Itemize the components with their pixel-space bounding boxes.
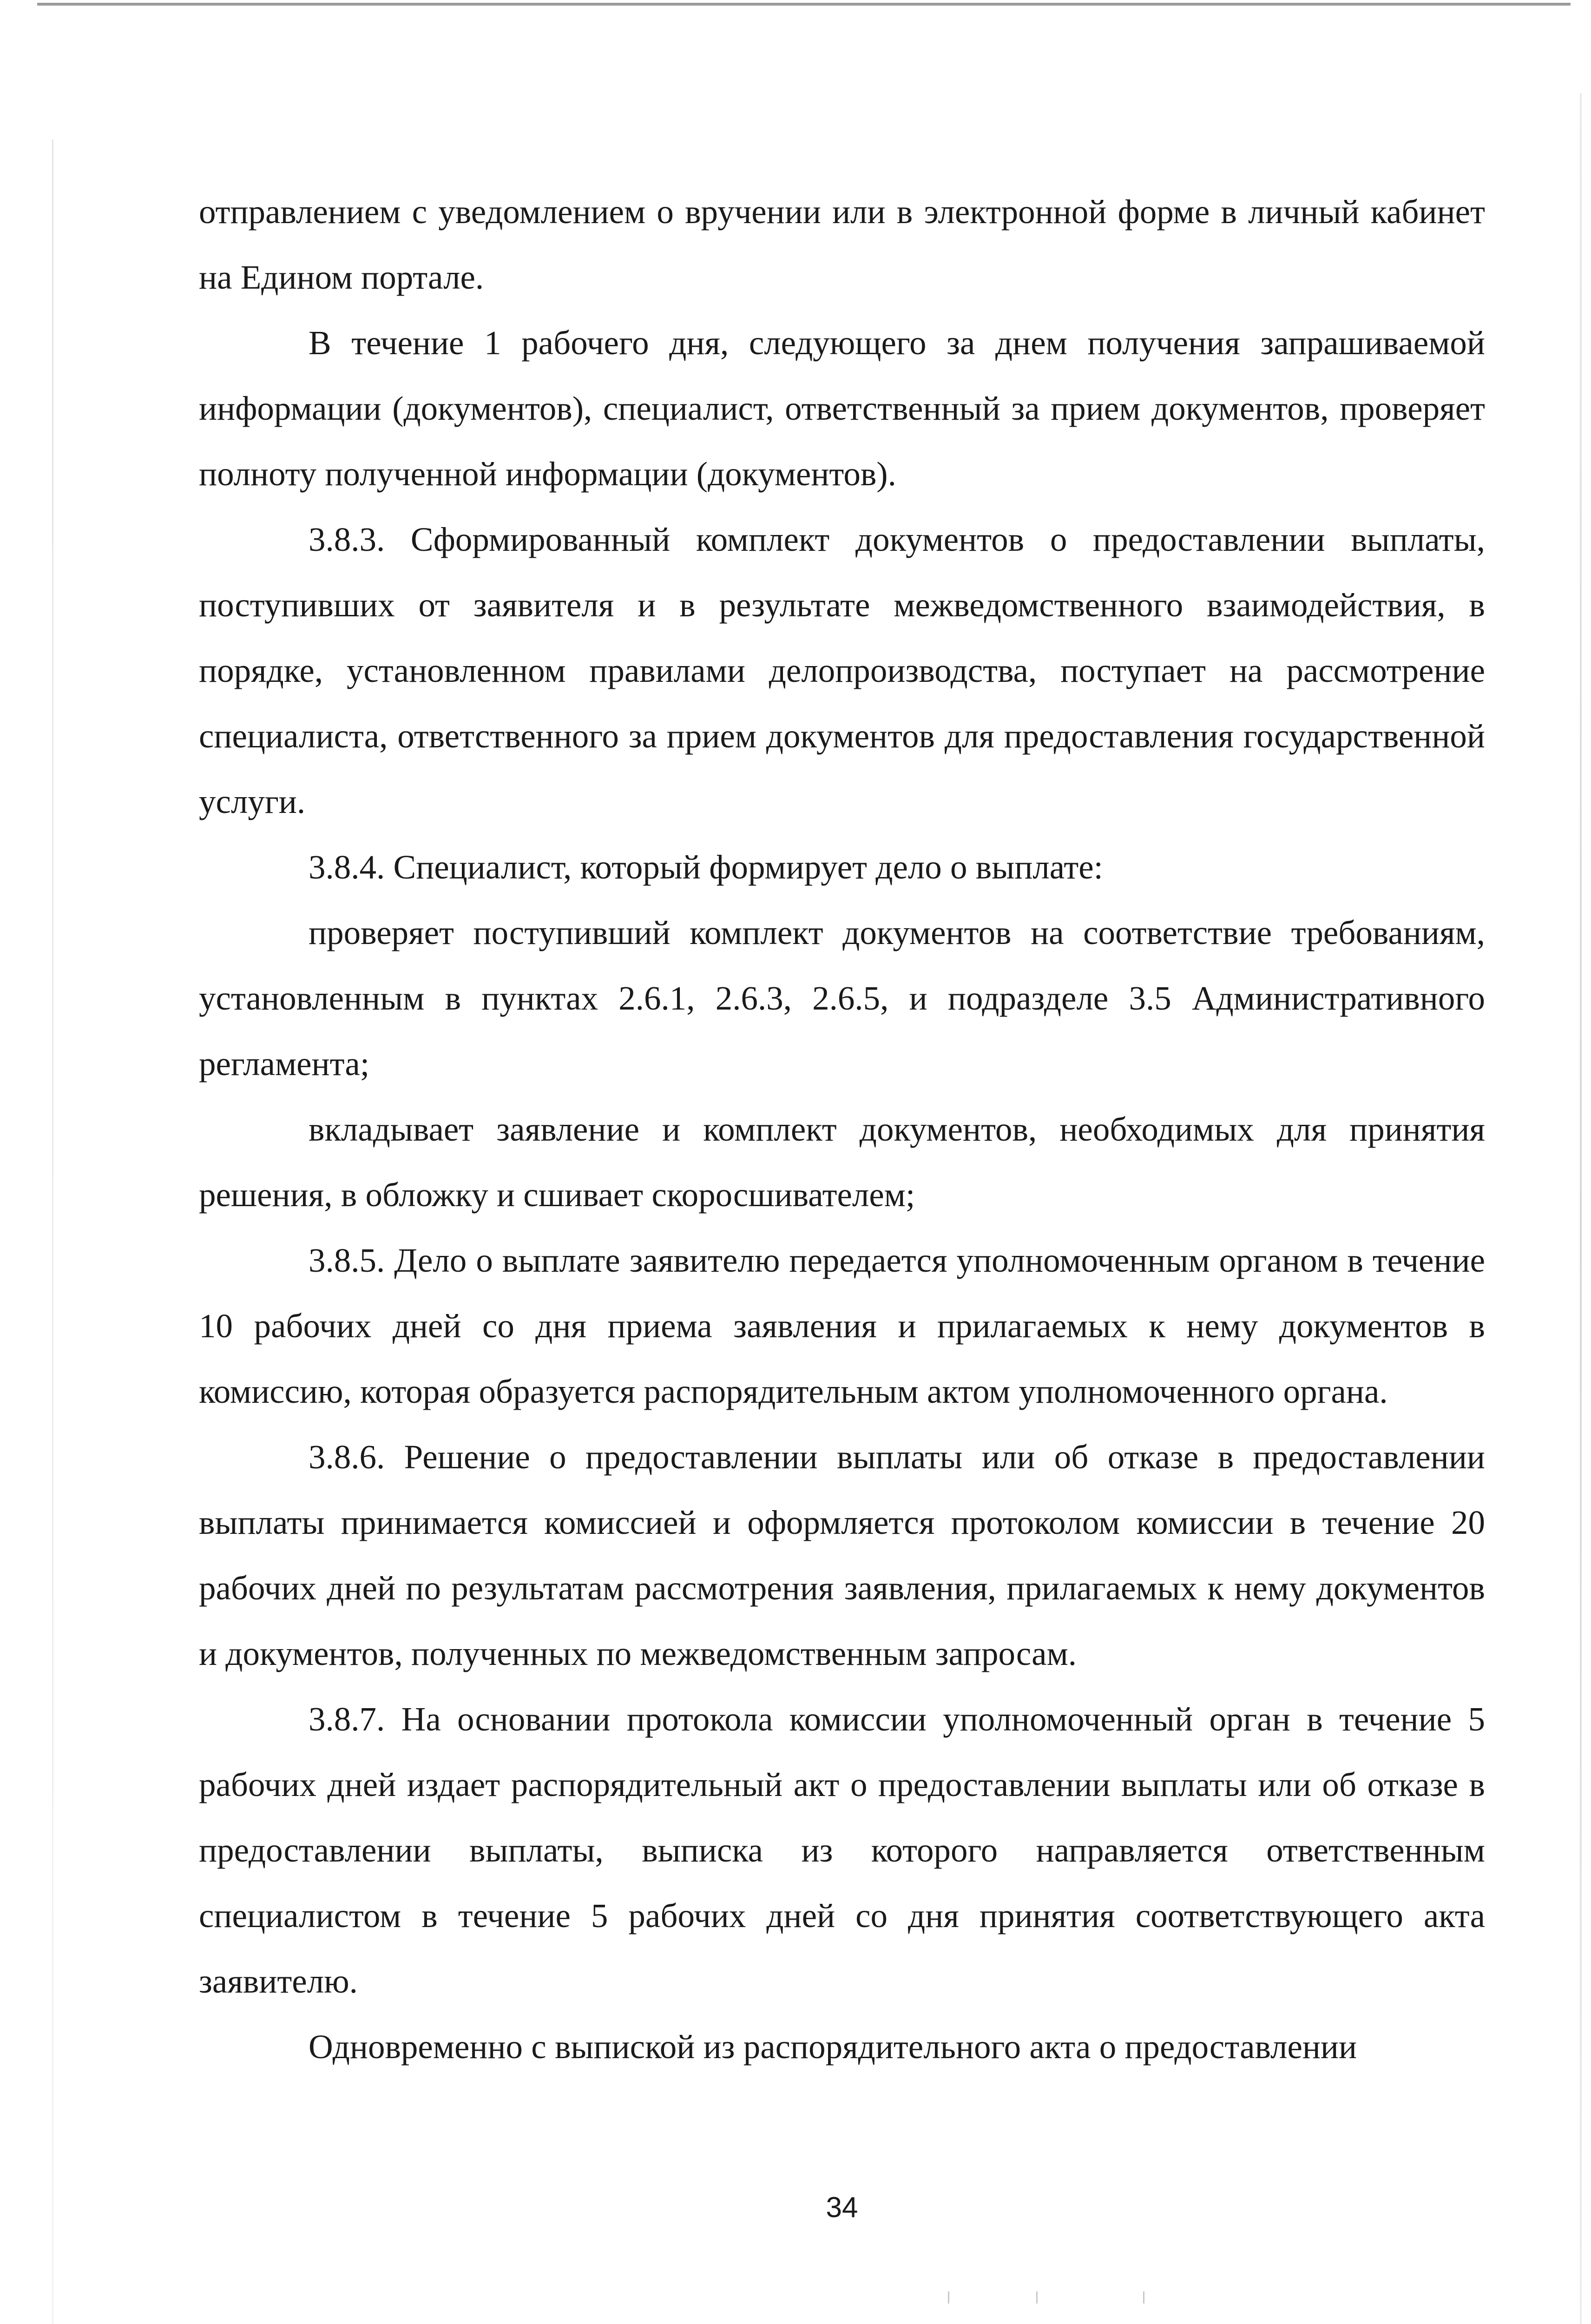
paragraph-8: 3.8.6. Решение о предоставлении выплаты или об отказе в предоставлении выплаты принимается комиссией и оформляется протоколом комиссии в течение 20 рабочих дней по результатам рассмотрения заявления, прилагаемых к нему документов и документов, полученных по межведомственным запросам. xyxy=(199,1438,1485,1672)
page-number: 34 xyxy=(826,2192,858,2224)
paragraph-6: вкладывает заявление и комплект документов, необходимых для принятия решения, в обложку и сшивает скоросшивателем; xyxy=(199,1110,1485,1214)
document-body xyxy=(199,179,1485,2080)
paragraph-5: проверяет поступивший комплект документов на соответствие требованиям, установленным в пунктах 2.6.1, 2.6.3, 2.6.5, и подразделе 3.5 Административного регламента; xyxy=(199,914,1485,1083)
paragraph-4: 3.8.4. Специалист, который формирует дело о выплате: xyxy=(309,848,1103,886)
paragraph-3: 3.8.3. Сформированный комплект документов о предоставлении выплаты, поступивших от заявителя и в результате межведомственного взаимодействия, в порядке, установленном правилами делопроизводства, поступает на рассмотрение специалиста, ответственного за прием документов для предоставления государственной услуги. xyxy=(199,521,1485,820)
scan-edge-top xyxy=(37,3,1571,6)
paragraph-1: отправлением с уведомлением о вручении или в электронной форме в личный кабинет на Едином портале. xyxy=(199,193,1485,296)
paragraph-9: 3.8.7. На основании протокола комиссии уполномоченный орган в течение 5 рабочих дней издает распорядительный акт о предоставлении выплаты или об отказе в предоставлении выплаты, выписка из которого направляется ответственным специалистом в течение 5 рабочих дней со дня принятия соответствующего акта заявителю. xyxy=(199,1700,1485,2000)
paragraph-7: 3.8.5. Дело о выплате заявителю передается уполномоченным органом в течение 10 рабочих дней со дня приема заявления и прилагаемых к нему документов в комиссию, которая образуется распорядительным актом уполномоченного органа. xyxy=(199,1241,1485,1410)
scan-edge-left xyxy=(52,139,53,2324)
paragraph-2: В течение 1 рабочего дня, следующего за днем получения запрашиваемой информации (документов), специалист, ответственный за прием документов, проверяет полноту полученной информации (документов). xyxy=(199,324,1485,493)
scan-specks xyxy=(948,2291,1162,2305)
paragraph-10: Одновременно с выпиской из распорядительного акта о предоставлении xyxy=(309,2028,1357,2066)
scan-edge-right xyxy=(1580,93,1582,2324)
